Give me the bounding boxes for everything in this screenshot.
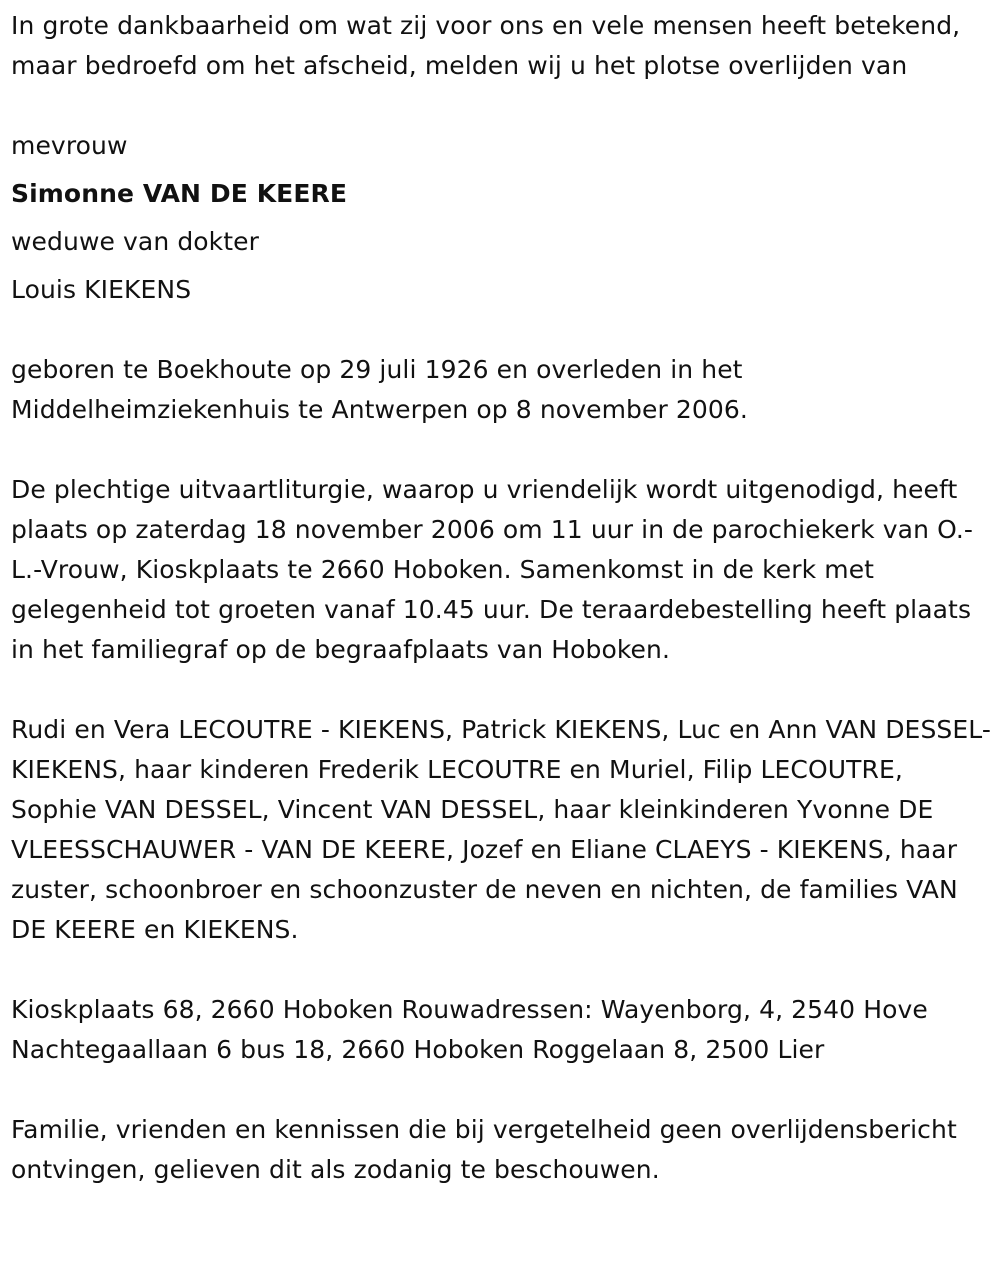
deceased-name: Simonne VAN DE KEERE — [11, 179, 348, 208]
intro-paragraph: In grote dankbaarheid om wat zij voor ons en vele mensen heeft betekend, maar bedroefd om het afscheid, melden wij u het plotse overlijden van — [11, 11, 961, 80]
closing-paragraph: Familie, vrienden en kennissen die bij vergetelheid geen overlijdensbericht ontvingen, gelieven dit als zodanig te beschouwen. — [11, 1115, 957, 1184]
death-notice — [11, 6, 996, 1190]
birth-death-paragraph: geboren te Boekhoute op 29 juli 1926 en overleden in het Middelheimziekenhuis te Antwerpen op 8 november 2006. — [11, 355, 748, 424]
funeral-paragraph: De plechtige uitvaartliturgie, waarop u vriendelijk wordt uitgenodigd, heeft plaats op zaterdag 18 november 2006 om 11 uur in de parochiekerk van O.-L.-Vrouw, Kioskplaats te 2660 Hoboken. Samenkomst in de kerk met gelegenheid tot groeten vanaf 10.45 uur. De teraardebestelling heeft plaats in het familiegraf op de begraafplaats van Hoboken. — [11, 475, 974, 664]
relation-line: weduwe van dokter — [11, 227, 260, 256]
spouse-name: Louis KIEKENS — [11, 275, 192, 304]
addresses-paragraph: Kioskplaats 68, 2660 Hoboken Rouwadressen: Wayenborg, 4, 2540 Hove Nachtegaallaan 6 bus 18, 2660 Hoboken Roggelaan 8, 2500 Lier — [11, 995, 928, 1064]
honorific: mevrouw — [11, 131, 128, 160]
family-paragraph: Rudi en Vera LECOUTRE - KIEKENS, Patrick KIEKENS, Luc en Ann VAN DESSEL- KIEKENS, haar kinderen Frederik LECOUTRE en Muriel, Filip LECOUTRE, Sophie VAN DESSEL, Vincent VAN DESSEL, haar kleinkinderen Yvonne DE VLEESSCHAUWER - VAN DE KEERE, Jozef en Eliane CLAEYS - KIEKENS, haar zuster, schoonbroer en schoonzuster de neven en nichten, de families VAN DE KEERE en KIEKENS. — [11, 715, 992, 944]
